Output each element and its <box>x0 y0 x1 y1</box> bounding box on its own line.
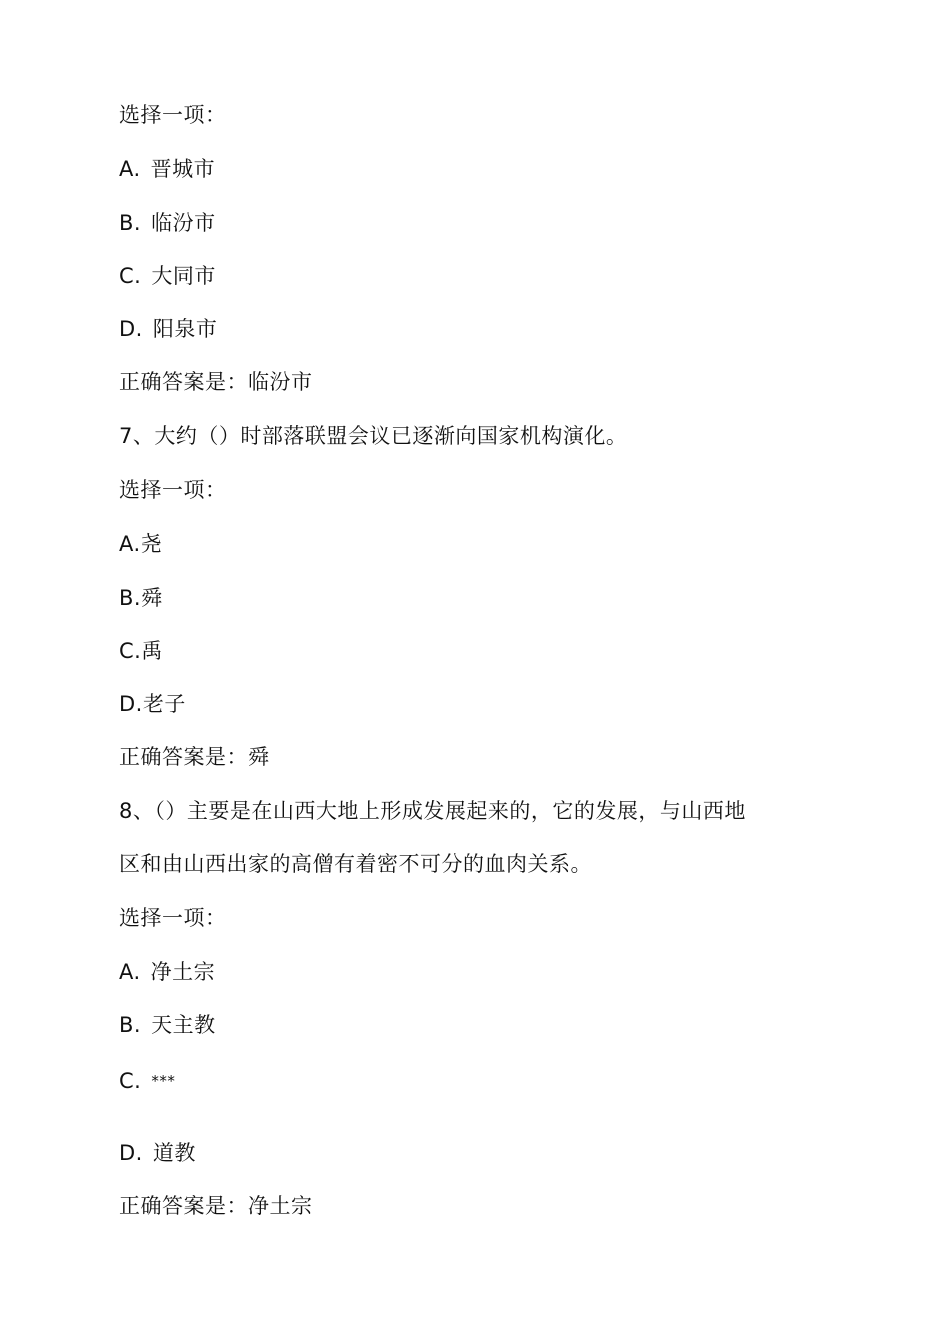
option-letter: A. <box>119 157 141 181</box>
option-letter: C. <box>119 264 142 288</box>
option-text: *** <box>151 1072 176 1090</box>
q7-option-d <box>119 690 186 718</box>
q6-option-a <box>119 155 215 183</box>
option-text: 天主教 <box>151 1013 216 1037</box>
q7-option-c <box>119 637 163 665</box>
option-letter: B. <box>119 211 142 235</box>
q8-answer: 正确答案是：净土宗 <box>119 1194 313 1218</box>
option-letter: A. <box>119 960 141 984</box>
option-text: 临汾市 <box>151 211 216 235</box>
option-letter: D. <box>119 692 143 716</box>
q6-answer: 正确答案是：临汾市 <box>119 370 313 394</box>
option-text: 禹 <box>141 639 163 663</box>
q7-prompt: 选择一项： <box>119 478 227 502</box>
q8-option-b <box>119 1011 216 1039</box>
q6-prompt: 选择一项： <box>119 103 227 127</box>
option-letter: B. <box>119 586 142 610</box>
option-letter: D. <box>119 1141 143 1165</box>
option-text: 舜 <box>141 586 163 610</box>
option-letter: B. <box>119 1013 142 1037</box>
option-letter: C. <box>119 1069 142 1093</box>
q8-option-a <box>119 958 215 986</box>
q6-option-d <box>119 315 217 343</box>
option-text: 净土宗 <box>150 960 216 984</box>
option-text: 道教 <box>152 1141 196 1165</box>
q6-option-c <box>119 262 216 290</box>
option-letter: D. <box>119 317 143 341</box>
q8-question-line2: 区和由山西出家的高僧有着密不可分的血肉关系。 <box>119 852 592 876</box>
q7-option-a <box>119 530 162 558</box>
q8-option-d <box>119 1139 196 1167</box>
option-letter: C. <box>119 639 142 663</box>
option-text: 阳泉市 <box>152 317 218 341</box>
option-text: 晋城市 <box>150 157 216 181</box>
q7-question: 7、大约（）时部落联盟会议已逐渐向国家机构演化。 <box>119 424 628 448</box>
q8-option-c <box>119 1067 175 1095</box>
q8-prompt: 选择一项： <box>119 906 227 930</box>
option-letter: A. <box>119 532 141 556</box>
q7-answer: 正确答案是：舜 <box>119 745 270 769</box>
q7-option-b <box>119 584 163 612</box>
option-text: 尧 <box>140 532 163 556</box>
option-text: 大同市 <box>151 264 216 288</box>
option-text: 老子 <box>142 692 186 716</box>
q8-question-line1: 8、（）主要是在山西大地上形成发展起来的，它的发展，与山西地 <box>119 799 746 823</box>
q6-option-b <box>119 209 216 237</box>
